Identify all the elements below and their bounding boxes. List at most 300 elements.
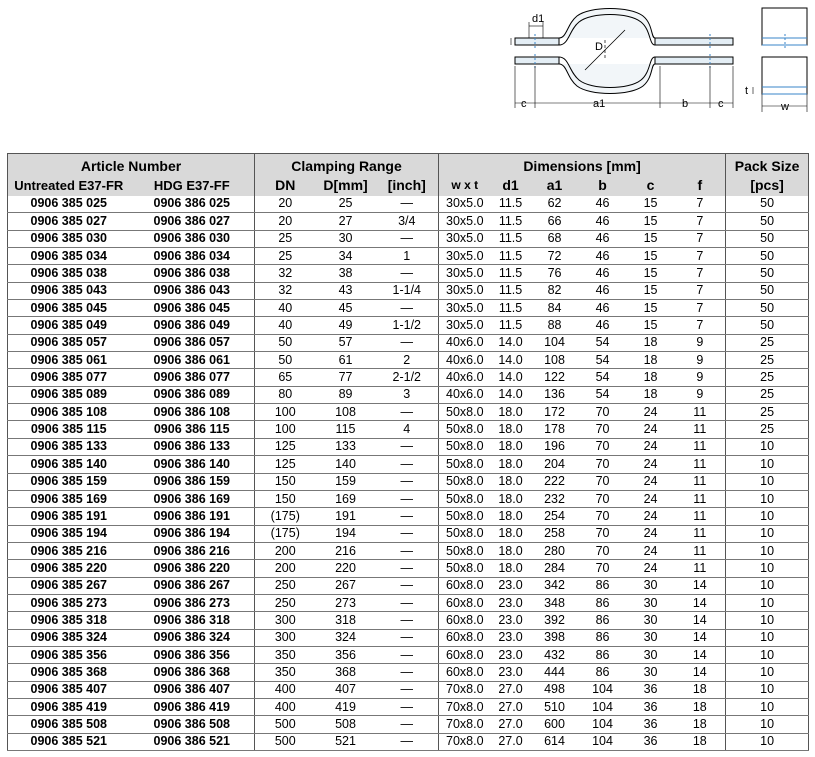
cell-dn: 400 (255, 681, 316, 698)
table-row (8, 681, 809, 698)
cell-d1: 18.0 (491, 560, 531, 577)
cell-d-mm: 419 (316, 698, 376, 715)
cell-untreated: 0906 385 030 (8, 230, 130, 247)
cell-dn: 250 (255, 577, 316, 594)
cell-pcs: 25 (726, 421, 809, 438)
cell-dn: 300 (255, 629, 316, 646)
cell-c: 24 (627, 525, 675, 542)
cell-a1: 104 (531, 334, 579, 351)
table-row (8, 525, 809, 542)
table-row (8, 629, 809, 646)
cell-hdg: 0906 386 356 (130, 646, 255, 663)
cell-f: 11 (675, 560, 726, 577)
cell-c: 36 (627, 716, 675, 733)
cell-pcs: 10 (726, 560, 809, 577)
cell-pcs: 10 (726, 525, 809, 542)
cell-d1: 23.0 (491, 664, 531, 681)
cell-wxt: 70x8.0 (439, 716, 491, 733)
cell-f: 14 (675, 664, 726, 681)
cell-f: 18 (675, 681, 726, 698)
cell-wxt: 40x6.0 (439, 352, 491, 369)
cell-dn: 300 (255, 612, 316, 629)
cell-d-mm: 508 (316, 716, 376, 733)
cell-d-mm: 521 (316, 733, 376, 750)
cell-hdg: 0906 386 324 (130, 629, 255, 646)
table-row (8, 594, 809, 611)
cell-b: 86 (579, 646, 627, 663)
cell-untreated: 0906 385 368 (8, 664, 130, 681)
cell-d-mm: 89 (316, 386, 376, 403)
cell-untreated: 0906 385 194 (8, 525, 130, 542)
cell-f: 7 (675, 265, 726, 282)
cell-a1: 196 (531, 438, 579, 455)
cell-untreated: 0906 385 025 (8, 196, 130, 213)
cell-inch: — (376, 629, 439, 646)
table-row (8, 352, 809, 369)
cell-a1: 172 (531, 404, 579, 421)
clamp-diagram (505, 0, 815, 130)
cell-hdg: 0906 386 419 (130, 698, 255, 715)
cell-a1: 280 (531, 542, 579, 559)
cell-dn: 125 (255, 438, 316, 455)
cell-pcs: 50 (726, 248, 809, 265)
cell-dn: 65 (255, 369, 316, 386)
cell-b: 46 (579, 213, 627, 230)
cell-untreated: 0906 385 508 (8, 716, 130, 733)
cell-d-mm: 49 (316, 317, 376, 334)
cell-untreated: 0906 385 407 (8, 681, 130, 698)
cell-pcs: 25 (726, 369, 809, 386)
cell-f: 11 (675, 473, 726, 490)
spec-table-body (8, 196, 809, 751)
cell-a1: 122 (531, 369, 579, 386)
cell-hdg: 0906 386 061 (130, 352, 255, 369)
cell-b: 86 (579, 594, 627, 611)
cell-wxt: 30x5.0 (439, 213, 491, 230)
cell-untreated: 0906 385 057 (8, 334, 130, 351)
cell-dn: (175) (255, 525, 316, 542)
cell-pcs: 10 (726, 612, 809, 629)
cell-dn: 400 (255, 698, 316, 715)
cell-hdg: 0906 386 220 (130, 560, 255, 577)
cell-a1: 392 (531, 612, 579, 629)
cell-untreated: 0906 385 318 (8, 612, 130, 629)
pipe-clamp-drawing (505, 0, 815, 130)
header-dimensions: Dimensions [mm] (439, 154, 726, 176)
cell-d1: 14.0 (491, 334, 531, 351)
cell-a1: 204 (531, 456, 579, 473)
cell-untreated: 0906 385 049 (8, 317, 130, 334)
col-inch: [inch] (376, 176, 439, 196)
label-D: D (595, 41, 603, 53)
cell-a1: 254 (531, 508, 579, 525)
table-row (8, 386, 809, 403)
cell-b: 86 (579, 577, 627, 594)
cell-d-mm: 25 (316, 196, 376, 213)
cell-untreated: 0906 385 045 (8, 300, 130, 317)
cell-wxt: 50x8.0 (439, 490, 491, 507)
cell-inch: — (376, 525, 439, 542)
cell-pcs: 10 (726, 508, 809, 525)
cell-c: 18 (627, 352, 675, 369)
cell-d1: 18.0 (491, 490, 531, 507)
cell-pcs: 10 (726, 733, 809, 750)
cell-untreated: 0906 385 140 (8, 456, 130, 473)
cell-d-mm: 140 (316, 456, 376, 473)
cell-f: 7 (675, 300, 726, 317)
cell-b: 70 (579, 473, 627, 490)
cell-c: 24 (627, 456, 675, 473)
cell-hdg: 0906 386 043 (130, 282, 255, 299)
cell-b: 46 (579, 230, 627, 247)
cell-dn: 32 (255, 265, 316, 282)
cell-a1: 348 (531, 594, 579, 611)
cell-d-mm: 216 (316, 542, 376, 559)
cell-inch: — (376, 698, 439, 715)
col-hdg: HDG E37-FF (130, 176, 255, 196)
cell-inch: 2-1/2 (376, 369, 439, 386)
cell-inch: — (376, 594, 439, 611)
cell-f: 14 (675, 612, 726, 629)
cell-hdg: 0906 386 108 (130, 404, 255, 421)
cell-wxt: 70x8.0 (439, 681, 491, 698)
cell-b: 70 (579, 508, 627, 525)
cell-hdg: 0906 386 191 (130, 508, 255, 525)
cell-wxt: 50x8.0 (439, 560, 491, 577)
cell-f: 11 (675, 421, 726, 438)
cell-hdg: 0906 386 368 (130, 664, 255, 681)
cell-dn: 350 (255, 664, 316, 681)
cell-a1: 76 (531, 265, 579, 282)
cell-c: 15 (627, 213, 675, 230)
table-row (8, 196, 809, 213)
cell-b: 46 (579, 265, 627, 282)
cell-pcs: 50 (726, 196, 809, 213)
cell-d1: 14.0 (491, 369, 531, 386)
cell-d1: 23.0 (491, 577, 531, 594)
cell-a1: 398 (531, 629, 579, 646)
cell-inch: — (376, 664, 439, 681)
cell-wxt: 30x5.0 (439, 265, 491, 282)
cell-d-mm: 324 (316, 629, 376, 646)
cell-c: 24 (627, 542, 675, 559)
cell-wxt: 60x8.0 (439, 646, 491, 663)
cell-d1: 27.0 (491, 698, 531, 715)
cell-a1: 510 (531, 698, 579, 715)
cell-wxt: 30x5.0 (439, 196, 491, 213)
label-a1: a1 (593, 98, 606, 110)
cell-d1: 11.5 (491, 282, 531, 299)
cell-a1: 66 (531, 213, 579, 230)
cell-untreated: 0906 385 267 (8, 577, 130, 594)
cell-f: 7 (675, 317, 726, 334)
cell-pcs: 50 (726, 265, 809, 282)
cell-wxt: 30x5.0 (439, 317, 491, 334)
cell-d-mm: 57 (316, 334, 376, 351)
cell-hdg: 0906 386 267 (130, 577, 255, 594)
cell-c: 24 (627, 404, 675, 421)
cell-inch: — (376, 230, 439, 247)
table-row (8, 716, 809, 733)
cell-dn: 250 (255, 594, 316, 611)
cell-pcs: 10 (726, 594, 809, 611)
cell-d1: 18.0 (491, 508, 531, 525)
cell-untreated: 0906 385 115 (8, 421, 130, 438)
cell-b: 104 (579, 716, 627, 733)
cell-c: 30 (627, 612, 675, 629)
cell-c: 24 (627, 473, 675, 490)
cell-d-mm: 318 (316, 612, 376, 629)
cell-inch: 1-1/4 (376, 282, 439, 299)
cell-dn: 350 (255, 646, 316, 663)
col-pcs: [pcs] (726, 176, 809, 196)
cell-a1: 108 (531, 352, 579, 369)
cell-dn: 500 (255, 733, 316, 750)
cell-untreated: 0906 385 061 (8, 352, 130, 369)
cell-b: 104 (579, 681, 627, 698)
cell-hdg: 0906 386 140 (130, 456, 255, 473)
cell-hdg: 0906 386 045 (130, 300, 255, 317)
cell-a1: 84 (531, 300, 579, 317)
cell-hdg: 0906 386 407 (130, 681, 255, 698)
cell-c: 30 (627, 594, 675, 611)
cell-untreated: 0906 385 521 (8, 733, 130, 750)
cell-f: 14 (675, 577, 726, 594)
cell-pcs: 10 (726, 716, 809, 733)
cell-d1: 11.5 (491, 317, 531, 334)
cell-pcs: 10 (726, 698, 809, 715)
table-row (8, 438, 809, 455)
cell-d1: 11.5 (491, 230, 531, 247)
cell-dn: 50 (255, 352, 316, 369)
cell-f: 9 (675, 386, 726, 403)
cell-a1: 600 (531, 716, 579, 733)
cell-untreated: 0906 385 089 (8, 386, 130, 403)
cell-d1: 14.0 (491, 386, 531, 403)
cell-pcs: 50 (726, 317, 809, 334)
cell-a1: 284 (531, 560, 579, 577)
cell-d-mm: 38 (316, 265, 376, 282)
cell-pcs: 50 (726, 282, 809, 299)
cell-hdg: 0906 386 089 (130, 386, 255, 403)
cell-inch: 3/4 (376, 213, 439, 230)
cell-d-mm: 273 (316, 594, 376, 611)
cell-a1: 222 (531, 473, 579, 490)
table-row (8, 698, 809, 715)
cell-wxt: 50x8.0 (439, 456, 491, 473)
cell-b: 104 (579, 698, 627, 715)
cell-d1: 23.0 (491, 594, 531, 611)
cell-pcs: 10 (726, 473, 809, 490)
cell-dn: 20 (255, 213, 316, 230)
cell-dn: (175) (255, 508, 316, 525)
cell-d-mm: 45 (316, 300, 376, 317)
cell-f: 7 (675, 282, 726, 299)
cell-b: 86 (579, 612, 627, 629)
cell-d-mm: 77 (316, 369, 376, 386)
cell-inch: — (376, 300, 439, 317)
table-row (8, 473, 809, 490)
cell-untreated: 0906 385 220 (8, 560, 130, 577)
cell-hdg: 0906 386 508 (130, 716, 255, 733)
cell-pcs: 25 (726, 352, 809, 369)
cell-d1: 18.0 (491, 525, 531, 542)
cell-c: 15 (627, 230, 675, 247)
cell-d1: 11.5 (491, 265, 531, 282)
cell-dn: 40 (255, 300, 316, 317)
cell-f: 9 (675, 334, 726, 351)
cell-inch: — (376, 560, 439, 577)
cell-b: 46 (579, 248, 627, 265)
cell-inch: 1 (376, 248, 439, 265)
cell-a1: 614 (531, 733, 579, 750)
cell-c: 24 (627, 421, 675, 438)
cell-c: 24 (627, 490, 675, 507)
cell-wxt: 50x8.0 (439, 508, 491, 525)
cell-wxt: 50x8.0 (439, 421, 491, 438)
cell-d-mm: 30 (316, 230, 376, 247)
cell-inch: — (376, 490, 439, 507)
cell-f: 11 (675, 404, 726, 421)
cell-dn: 25 (255, 248, 316, 265)
cell-pcs: 10 (726, 490, 809, 507)
cell-c: 18 (627, 334, 675, 351)
spec-table (7, 153, 809, 751)
cell-hdg: 0906 386 077 (130, 369, 255, 386)
cell-c: 18 (627, 386, 675, 403)
cell-f: 11 (675, 542, 726, 559)
cell-wxt: 60x8.0 (439, 612, 491, 629)
cell-inch: — (376, 612, 439, 629)
cell-pcs: 10 (726, 456, 809, 473)
cell-d1: 18.0 (491, 421, 531, 438)
cell-hdg: 0906 386 133 (130, 438, 255, 455)
cell-wxt: 40x6.0 (439, 386, 491, 403)
cell-d1: 23.0 (491, 629, 531, 646)
cell-f: 7 (675, 213, 726, 230)
cell-c: 18 (627, 369, 675, 386)
cell-wxt: 60x8.0 (439, 664, 491, 681)
cell-pcs: 10 (726, 681, 809, 698)
header-clamping-range: Clamping Range (255, 154, 439, 176)
cell-untreated: 0906 385 159 (8, 473, 130, 490)
cell-b: 70 (579, 560, 627, 577)
cell-d-mm: 133 (316, 438, 376, 455)
cell-pcs: 10 (726, 577, 809, 594)
cell-wxt: 30x5.0 (439, 282, 491, 299)
cell-untreated: 0906 385 191 (8, 508, 130, 525)
header-article-number: Article Number (8, 154, 255, 176)
cell-d-mm: 220 (316, 560, 376, 577)
cell-d1: 18.0 (491, 404, 531, 421)
cell-d1: 27.0 (491, 733, 531, 750)
cell-c: 15 (627, 196, 675, 213)
cell-f: 14 (675, 594, 726, 611)
label-w: w (781, 101, 789, 113)
cell-dn: 80 (255, 386, 316, 403)
cell-d-mm: 115 (316, 421, 376, 438)
cell-d-mm: 43 (316, 282, 376, 299)
cell-a1: 258 (531, 525, 579, 542)
cell-inch: — (376, 438, 439, 455)
cell-pcs: 10 (726, 629, 809, 646)
cell-hdg: 0906 386 521 (130, 733, 255, 750)
cell-a1: 136 (531, 386, 579, 403)
cell-wxt: 50x8.0 (439, 473, 491, 490)
cell-d1: 18.0 (491, 456, 531, 473)
cell-b: 104 (579, 733, 627, 750)
table-row (8, 646, 809, 663)
cell-b: 70 (579, 525, 627, 542)
table-row (8, 490, 809, 507)
cell-inch: — (376, 456, 439, 473)
cell-wxt: 30x5.0 (439, 248, 491, 265)
cell-untreated: 0906 385 034 (8, 248, 130, 265)
cell-c: 24 (627, 560, 675, 577)
cell-wxt: 50x8.0 (439, 438, 491, 455)
label-t: t (745, 85, 749, 97)
cell-hdg: 0906 386 030 (130, 230, 255, 247)
cell-f: 14 (675, 646, 726, 663)
cell-untreated: 0906 385 419 (8, 698, 130, 715)
cell-b: 46 (579, 282, 627, 299)
cell-b: 54 (579, 386, 627, 403)
cell-d1: 23.0 (491, 612, 531, 629)
cell-hdg: 0906 386 025 (130, 196, 255, 213)
cell-inch: 2 (376, 352, 439, 369)
cell-d-mm: 27 (316, 213, 376, 230)
cell-untreated: 0906 385 027 (8, 213, 130, 230)
cell-dn: 100 (255, 404, 316, 421)
cell-d1: 14.0 (491, 352, 531, 369)
cell-untreated: 0906 385 273 (8, 594, 130, 611)
cell-b: 70 (579, 542, 627, 559)
cell-inch: 1-1/2 (376, 317, 439, 334)
cell-inch: — (376, 334, 439, 351)
table-row (8, 577, 809, 594)
cell-pcs: 50 (726, 213, 809, 230)
cell-inch: — (376, 473, 439, 490)
cell-c: 30 (627, 629, 675, 646)
table-row (8, 300, 809, 317)
cell-dn: 20 (255, 196, 316, 213)
cell-d-mm: 61 (316, 352, 376, 369)
col-d-mm: D[mm] (316, 176, 376, 196)
cell-untreated: 0906 385 077 (8, 369, 130, 386)
col-b: b (579, 176, 627, 196)
cell-b: 54 (579, 334, 627, 351)
cell-inch: — (376, 404, 439, 421)
cell-wxt: 40x6.0 (439, 334, 491, 351)
cell-d-mm: 368 (316, 664, 376, 681)
cell-d1: 18.0 (491, 473, 531, 490)
table-row (8, 542, 809, 559)
cell-hdg: 0906 386 318 (130, 612, 255, 629)
col-f: f (675, 176, 726, 196)
label-d1: d1 (532, 13, 545, 25)
cell-c: 24 (627, 438, 675, 455)
cell-wxt: 60x8.0 (439, 577, 491, 594)
cell-d1: 11.5 (491, 300, 531, 317)
table-row (8, 508, 809, 525)
cell-pcs: 10 (726, 438, 809, 455)
cell-b: 86 (579, 664, 627, 681)
cell-c: 15 (627, 300, 675, 317)
label-b: b (682, 98, 689, 110)
cell-untreated: 0906 385 108 (8, 404, 130, 421)
cell-pcs: 50 (726, 300, 809, 317)
cell-wxt: 60x8.0 (439, 629, 491, 646)
